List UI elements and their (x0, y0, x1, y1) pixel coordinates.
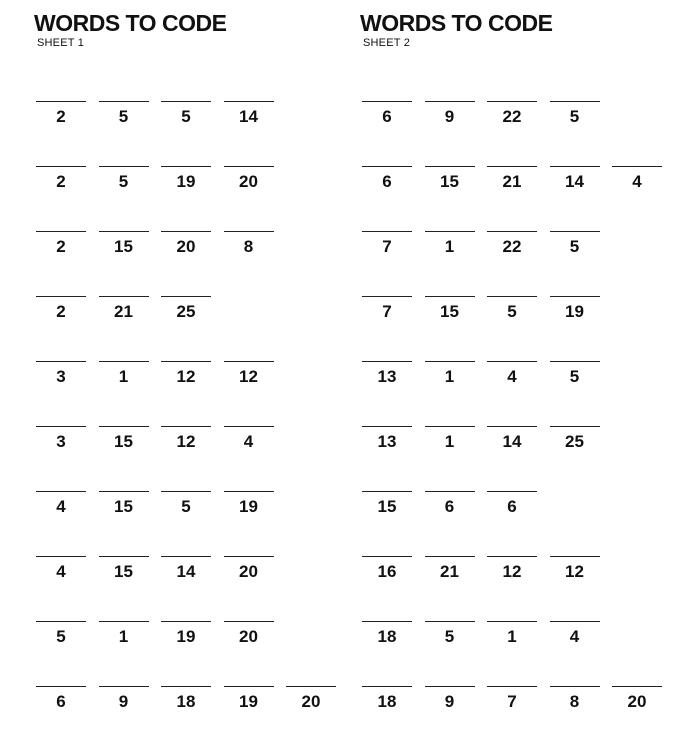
blank-line (36, 621, 86, 622)
blank-line (612, 686, 662, 687)
blank-line (161, 621, 211, 622)
blank-line (36, 101, 86, 102)
code-number: 20 (301, 692, 321, 711)
blank-line (161, 166, 211, 167)
letter-blank (487, 166, 537, 196)
blank-line (36, 556, 86, 557)
blank-line (36, 426, 86, 427)
blank-line (425, 296, 475, 297)
letter-blank (550, 101, 600, 131)
code-number: 2 (56, 302, 66, 321)
blank-line (425, 491, 475, 492)
letter-blank (99, 296, 149, 326)
blank-line (550, 166, 600, 167)
letter-blank (224, 101, 274, 131)
code-number: 12 (502, 562, 522, 581)
letter-blank (425, 556, 475, 586)
word-rows (36, 0, 366, 729)
word-rows (362, 0, 692, 729)
sheet-subtitle: SHEET 2 (363, 37, 411, 49)
blank-line (425, 686, 475, 687)
word-row (362, 621, 692, 651)
blank-line (425, 231, 475, 232)
blank-line (36, 166, 86, 167)
letter-blank (161, 231, 211, 261)
blank-line (550, 426, 600, 427)
code-number: 19 (239, 497, 258, 516)
word-row (362, 166, 692, 196)
word-row (362, 556, 692, 586)
code-number: 5 (569, 237, 580, 256)
blank-line (99, 166, 149, 167)
code-number: 15 (114, 237, 133, 256)
worksheet-sheet-1 (36, 0, 366, 729)
code-number: 5 (569, 367, 580, 386)
letter-blank (362, 231, 412, 261)
blank-line (362, 231, 412, 232)
word-row (362, 231, 692, 261)
blank-line (36, 686, 86, 687)
letter-blank (362, 491, 412, 521)
code-number: 4 (56, 562, 66, 581)
letter-blank (224, 491, 274, 521)
letter-blank (362, 686, 412, 716)
letter-blank (362, 556, 412, 586)
letter-blank (99, 556, 149, 586)
code-number: 22 (502, 107, 522, 126)
code-number: 1 (444, 432, 455, 451)
blank-line (362, 556, 412, 557)
code-number: 4 (632, 172, 642, 191)
blank-line (36, 491, 86, 492)
code-number: 5 (507, 302, 517, 321)
blank-line (161, 231, 211, 232)
letter-blank (36, 426, 86, 456)
blank-line (487, 491, 537, 492)
code-number: 22 (502, 237, 522, 256)
code-number: 5 (118, 172, 129, 191)
blank-line (550, 231, 600, 232)
word-row (36, 296, 366, 326)
letter-blank (362, 361, 412, 391)
letter-blank (36, 686, 86, 716)
blank-line (99, 621, 149, 622)
blank-line (161, 101, 211, 102)
blank-line (362, 361, 412, 362)
blank-line (99, 426, 149, 427)
letter-blank (36, 556, 86, 586)
code-number: 21 (440, 562, 459, 581)
letter-blank (425, 166, 475, 196)
blank-line (99, 491, 149, 492)
blank-line (36, 361, 86, 362)
blank-line (224, 621, 274, 622)
code-number: 8 (569, 692, 580, 711)
letter-blank (36, 166, 86, 196)
blank-line (161, 296, 211, 297)
code-number: 19 (565, 302, 584, 321)
letter-blank (161, 426, 211, 456)
word-row (362, 686, 692, 716)
blank-line (224, 686, 274, 687)
letter-blank (425, 426, 475, 456)
letter-blank (487, 556, 537, 586)
letter-blank (224, 556, 274, 586)
code-number: 1 (507, 627, 517, 646)
letter-blank (362, 621, 412, 651)
letter-blank (99, 166, 149, 196)
letter-blank (36, 296, 86, 326)
blank-line (362, 166, 412, 167)
letter-blank (550, 686, 600, 716)
sheet-subtitle: SHEET 1 (37, 37, 85, 49)
blank-line (286, 686, 336, 687)
letter-blank (487, 491, 537, 521)
letter-blank (550, 231, 600, 261)
word-row (36, 491, 366, 521)
letter-blank (224, 621, 274, 651)
code-number: 19 (239, 692, 258, 711)
code-number: 2 (56, 107, 66, 126)
letter-blank (99, 361, 149, 391)
blank-line (550, 101, 600, 102)
letter-blank (425, 621, 475, 651)
blank-line (224, 101, 274, 102)
letter-blank (612, 686, 662, 716)
blank-line (99, 231, 149, 232)
blank-line (99, 101, 149, 102)
code-number: 9 (118, 692, 129, 711)
code-number: 21 (114, 302, 133, 321)
blank-line (487, 361, 537, 362)
letter-blank (224, 426, 274, 456)
code-number: 2 (56, 172, 66, 191)
code-number: 9 (444, 692, 455, 711)
letter-blank (425, 361, 475, 391)
letter-blank (487, 361, 537, 391)
blank-line (99, 296, 149, 297)
code-number: 8 (243, 237, 254, 256)
blank-line (487, 296, 537, 297)
code-number: 15 (440, 172, 459, 191)
blank-line (425, 556, 475, 557)
code-number: 5 (444, 627, 455, 646)
blank-line (487, 621, 537, 622)
code-number: 4 (507, 367, 517, 386)
blank-line (224, 166, 274, 167)
code-number: 21 (502, 172, 522, 191)
letter-blank (362, 101, 412, 131)
letter-blank (224, 231, 274, 261)
letter-blank (224, 361, 274, 391)
code-number: 4 (243, 432, 254, 451)
code-number: 5 (56, 627, 66, 646)
code-number: 6 (382, 107, 392, 126)
blank-line (161, 491, 211, 492)
letter-blank (425, 231, 475, 261)
blank-line (550, 556, 600, 557)
letter-blank (161, 621, 211, 651)
code-number: 13 (377, 432, 397, 451)
letter-blank (99, 101, 149, 131)
word-row (362, 296, 692, 326)
letter-blank (550, 556, 600, 586)
blank-line (224, 491, 274, 492)
letter-blank (612, 166, 662, 196)
letter-blank (550, 296, 600, 326)
code-number: 25 (565, 432, 584, 451)
blank-line (550, 686, 600, 687)
blank-line (362, 101, 412, 102)
blank-line (224, 231, 274, 232)
word-row (36, 101, 366, 131)
code-number: 15 (114, 497, 133, 516)
letter-blank (425, 101, 475, 131)
code-number: 18 (377, 627, 397, 646)
code-number: 6 (56, 692, 66, 711)
letter-blank (487, 296, 537, 326)
code-number: 15 (440, 302, 459, 321)
code-number: 9 (444, 107, 455, 126)
code-number: 15 (377, 497, 397, 516)
code-number: 3 (56, 432, 66, 451)
sheet-title: WORDS TO CODE (360, 10, 553, 36)
code-number: 20 (239, 172, 258, 191)
letter-blank (224, 166, 274, 196)
code-number: 13 (377, 367, 397, 386)
code-number: 20 (627, 692, 647, 711)
word-row (36, 621, 366, 651)
code-number: 12 (176, 367, 196, 386)
code-number: 7 (507, 692, 517, 711)
blank-line (487, 231, 537, 232)
code-number: 5 (569, 107, 580, 126)
blank-line (550, 296, 600, 297)
letter-blank (36, 491, 86, 521)
letter-blank (161, 101, 211, 131)
blank-line (99, 556, 149, 557)
blank-line (99, 361, 149, 362)
letter-blank (99, 491, 149, 521)
letter-blank (550, 361, 600, 391)
code-number: 20 (239, 627, 258, 646)
word-row (36, 556, 366, 586)
code-number: 6 (382, 172, 392, 191)
blank-line (487, 166, 537, 167)
code-number: 15 (114, 432, 133, 451)
letter-blank (550, 166, 600, 196)
code-number: 12 (239, 367, 258, 386)
code-number: 16 (377, 562, 397, 581)
letter-blank (286, 686, 336, 716)
sheet-title: WORDS TO CODE (34, 10, 227, 36)
code-number: 1 (118, 627, 129, 646)
word-row (36, 686, 366, 716)
code-number: 14 (502, 432, 522, 451)
letter-blank (36, 101, 86, 131)
letter-blank (99, 426, 149, 456)
letter-blank (99, 686, 149, 716)
letter-blank (36, 231, 86, 261)
letter-blank (487, 231, 537, 261)
letter-blank (487, 686, 537, 716)
word-row (362, 491, 692, 521)
blank-line (362, 296, 412, 297)
code-number: 4 (56, 497, 66, 516)
code-number: 14 (565, 172, 584, 191)
word-row (36, 166, 366, 196)
letter-blank (362, 296, 412, 326)
code-number: 3 (56, 367, 66, 386)
word-row (362, 426, 692, 456)
word-row (362, 101, 692, 131)
blank-line (161, 686, 211, 687)
code-number: 14 (239, 107, 258, 126)
blank-line (550, 621, 600, 622)
letter-blank (362, 166, 412, 196)
blank-line (612, 166, 662, 167)
letter-blank (99, 231, 149, 261)
code-number: 19 (176, 627, 196, 646)
blank-line (36, 231, 86, 232)
blank-line (224, 361, 274, 362)
code-number: 1 (444, 237, 455, 256)
letter-blank (550, 621, 600, 651)
letter-blank (425, 296, 475, 326)
letter-blank (161, 361, 211, 391)
letter-blank (36, 621, 86, 651)
code-number: 7 (382, 237, 392, 256)
code-number: 12 (176, 432, 196, 451)
worksheet-sheet-2 (362, 0, 692, 729)
word-row (36, 426, 366, 456)
blank-line (425, 361, 475, 362)
code-number: 5 (181, 497, 191, 516)
blank-line (99, 686, 149, 687)
letter-blank (425, 686, 475, 716)
code-number: 25 (176, 302, 196, 321)
blank-line (224, 426, 274, 427)
blank-line (362, 426, 412, 427)
code-number: 19 (176, 172, 196, 191)
code-number: 18 (176, 692, 196, 711)
code-number: 20 (176, 237, 196, 256)
blank-line (161, 556, 211, 557)
blank-line (362, 621, 412, 622)
blank-line (362, 491, 412, 492)
blank-line (550, 361, 600, 362)
letter-blank (99, 621, 149, 651)
blank-line (487, 686, 537, 687)
blank-line (425, 621, 475, 622)
word-row (36, 231, 366, 261)
blank-line (36, 296, 86, 297)
word-row (362, 361, 692, 391)
blank-line (425, 426, 475, 427)
blank-line (487, 101, 537, 102)
code-number: 12 (565, 562, 584, 581)
letter-blank (362, 426, 412, 456)
blank-line (161, 361, 211, 362)
code-number: 20 (239, 562, 258, 581)
blank-line (425, 166, 475, 167)
code-number: 15 (114, 562, 133, 581)
letter-blank (161, 556, 211, 586)
code-number: 18 (377, 692, 397, 711)
letter-blank (224, 686, 274, 716)
blank-line (161, 426, 211, 427)
code-number: 6 (444, 497, 455, 516)
code-number: 7 (382, 302, 392, 321)
blank-line (224, 556, 274, 557)
blank-line (362, 686, 412, 687)
code-number: 2 (56, 237, 66, 256)
letter-blank (161, 296, 211, 326)
word-row (36, 361, 366, 391)
code-number: 4 (569, 627, 580, 646)
code-number: 5 (118, 107, 129, 126)
letter-blank (36, 361, 86, 391)
letter-blank (161, 686, 211, 716)
code-number: 1 (118, 367, 129, 386)
code-number: 6 (507, 497, 517, 516)
letter-blank (425, 491, 475, 521)
code-number: 14 (176, 562, 196, 581)
letter-blank (487, 101, 537, 131)
letter-blank (161, 491, 211, 521)
code-number: 1 (444, 367, 455, 386)
letter-blank (487, 621, 537, 651)
letter-blank (487, 426, 537, 456)
blank-line (487, 426, 537, 427)
blank-line (425, 101, 475, 102)
blank-line (487, 556, 537, 557)
letter-blank (161, 166, 211, 196)
letter-blank (550, 426, 600, 456)
code-number: 5 (181, 107, 191, 126)
